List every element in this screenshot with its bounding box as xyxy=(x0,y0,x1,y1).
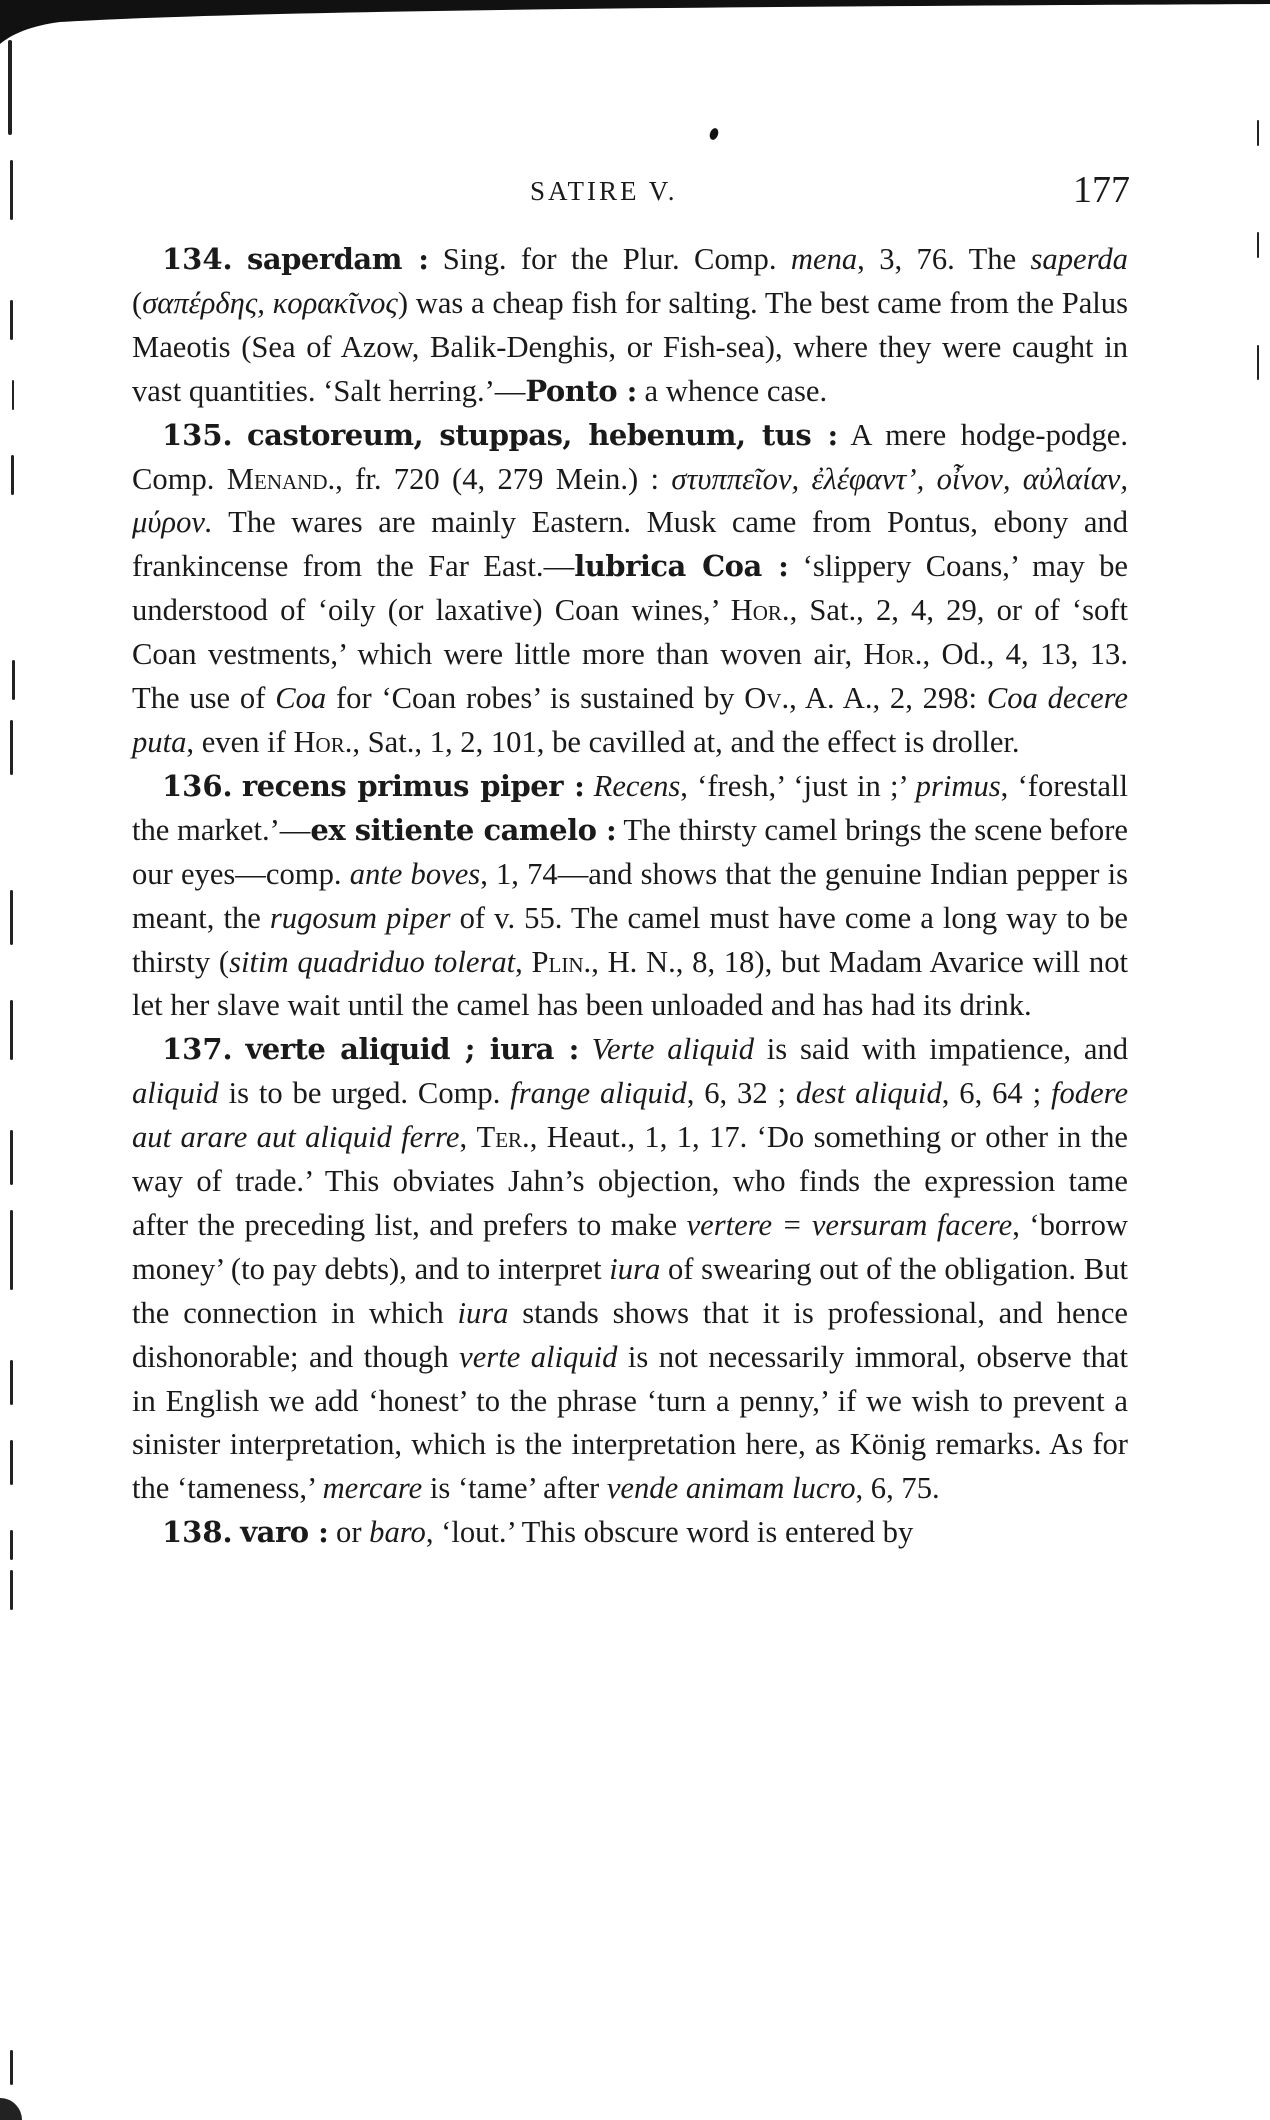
italic-term: primus xyxy=(915,768,1001,803)
binding-mark xyxy=(10,2050,13,2085)
note-138 xyxy=(132,1511,1128,1555)
greek-term: στυππεῖον, ἐλέφαντ’, οἶνον, αὐλαίαν, μύρον. xyxy=(132,461,1129,540)
lemma: saperdam : xyxy=(247,242,429,276)
note-text: The thirsty camel brings the scene before our eyes—comp. xyxy=(132,812,1128,891)
italic-term: dest aliquid xyxy=(795,1076,942,1111)
binding-mark xyxy=(10,1000,13,1060)
binding-mark xyxy=(10,1210,13,1290)
note-text: , ‘lout.’ This obscure word is entered by xyxy=(425,1515,914,1550)
note-text: , 6, 75. xyxy=(855,1471,940,1506)
note-136 xyxy=(132,765,1128,1028)
binding-mark xyxy=(12,380,14,410)
lemma: verte aliquid ; iura : xyxy=(245,1032,579,1067)
binding-mark xyxy=(0,2098,22,2120)
note-text: , Sat., 1, 2, 101, be cavilled at, and the effect is droller. xyxy=(352,724,1020,759)
binding-mark xyxy=(1257,345,1259,380)
italic-term: iura xyxy=(457,1295,509,1330)
note-text: stands shows that it is professional, and hence dishonorable; and though xyxy=(132,1295,1128,1374)
italic-term: frange aliquid xyxy=(510,1076,687,1111)
italic-term: vende animam lucro xyxy=(606,1471,856,1506)
page-number: 177 xyxy=(1073,169,1130,211)
note-text: or xyxy=(328,1515,370,1550)
binding-mark xyxy=(10,300,13,340)
binding-mark xyxy=(10,890,13,945)
note-text: , 3, 76. The xyxy=(857,242,1031,276)
lemma: varo : xyxy=(240,1515,329,1550)
binding-mark xyxy=(10,1360,13,1405)
note-text: Sing. for the Plur. Comp. xyxy=(428,242,791,276)
note-text: The wares are mainly Eastern. Musk came from Pontus, ebony and frankincense from the Far East.— xyxy=(132,505,1128,584)
note-text: , 6, 32 ; xyxy=(686,1076,796,1111)
note-135 xyxy=(132,414,1128,765)
note-text: , ‘fresh,’ ‘just in ;’ xyxy=(680,768,916,803)
italic-term: Recens xyxy=(593,768,681,803)
italic-term: aliquid xyxy=(132,1076,219,1111)
lemma: Ponto : xyxy=(525,373,637,408)
lemma: recens primus piper : xyxy=(241,768,585,803)
note-text: is not necessarily immoral, observe that in English we add ‘honest’ to the phrase ‘turn a penny,’ if we wish to prevent a sinister interpretation, which is the interpretation here, as König remarks. As for the ‘tameness,’ xyxy=(132,1339,1129,1506)
author-citation: Ter. xyxy=(476,1120,530,1155)
note-text: , 1, 74—and shows that the genuine Indian pepper is meant, the xyxy=(132,856,1129,935)
note-number: 134. xyxy=(162,242,233,276)
note-text: , xyxy=(459,1120,477,1155)
italic-term: mena xyxy=(790,242,858,276)
top-edge-shadow xyxy=(0,0,1270,44)
binding-mark xyxy=(10,1440,13,1485)
italic-term: iura xyxy=(609,1251,661,1286)
italic-term: mercare xyxy=(322,1471,423,1506)
greek-term: σαπέρδης, κορακῖνος xyxy=(142,285,398,320)
note-text: , xyxy=(515,944,532,979)
binding-mark xyxy=(10,720,13,775)
note-text: for ‘Coan robes’ is sustained by xyxy=(326,681,745,716)
note-134 xyxy=(132,238,1128,414)
note-text: , even if xyxy=(186,724,294,759)
note-text: , ‘borrow money’ (to pay debts), and to interpret xyxy=(132,1207,1128,1286)
note-text xyxy=(579,1032,592,1066)
italic-term: sitim quadriduo tolerat xyxy=(229,944,516,979)
running-head xyxy=(130,168,1130,216)
italic-term: vertere = versuram facere xyxy=(686,1207,1013,1242)
note-text: , ‘forestall the market.’— xyxy=(132,768,1128,847)
commentary-body xyxy=(132,238,1128,1555)
binding-mark xyxy=(1257,232,1259,258)
italic-term: verte aliquid xyxy=(459,1339,618,1374)
author-citation: Hor. xyxy=(730,593,790,628)
note-137 xyxy=(132,1028,1128,1511)
running-title: SATIRE V. xyxy=(530,176,678,206)
note-number: 138. xyxy=(162,1515,233,1550)
binding-mark xyxy=(11,455,14,495)
binding-mark xyxy=(10,1530,13,1560)
note-text: , Heaut., 1, 1, 17. ‘Do something or other in the way of trade.’ This obviates Jahn’s objection, who finds the expression tame after the preceding list, and prefers to make xyxy=(132,1120,1129,1242)
note-text xyxy=(584,769,593,803)
note-text: , Sat., 2, 4, 29, or of ‘soft Coan vestments,’ which were little more than woven air, xyxy=(132,593,1128,672)
note-text: a whence case. xyxy=(636,373,828,408)
italic-term: saperda xyxy=(1030,242,1128,276)
note-number: 136. xyxy=(162,768,233,803)
binding-mark xyxy=(12,660,15,700)
italic-term: Verte aliquid xyxy=(591,1032,754,1067)
author-citation: Hor. xyxy=(863,637,923,672)
binding-mark xyxy=(1257,120,1259,146)
note-text: of v. 55. The camel must have come a long way to be thirsty ( xyxy=(132,900,1128,979)
note-text: ) was a cheap fish for salting. The best came from the Palus Maeotis (Sea of Azow, Balik-Denghis, or Fish-sea), where they were caught in vast quantities. ‘Salt herring.’— xyxy=(132,285,1128,408)
italic-term: Coa xyxy=(275,681,327,716)
binding-mark xyxy=(10,1130,13,1185)
lemma: ex sitiente camelo : xyxy=(310,812,617,847)
note-text: , A. A., 2, 298: xyxy=(789,681,987,716)
lemma: lubrica Coa : xyxy=(574,549,789,584)
author-citation: Hor. xyxy=(293,724,353,759)
note-text: is to be urged. Comp. xyxy=(218,1076,511,1111)
note-text: , 6, 64 ; xyxy=(941,1076,1051,1111)
note-number: 135. xyxy=(162,417,233,452)
note-text: , fr. 720 (4, 279 Mein.) : xyxy=(335,461,672,496)
note-text: A mere hodge-podge. Comp. xyxy=(132,417,1128,496)
note-text: , Od., 4, 13, 13. The use of xyxy=(132,637,1128,716)
binding-mark xyxy=(8,40,12,135)
page-edge-curl xyxy=(0,0,1270,60)
note-text: is ‘tame’ after xyxy=(422,1471,607,1506)
italic-term: Coa decere puta xyxy=(132,681,1128,759)
binding-mark xyxy=(10,160,13,220)
note-number: 137. xyxy=(162,1032,233,1067)
italic-term: rugosum piper xyxy=(269,900,451,935)
lemma: castoreum, stuppas, hebenum, tus : xyxy=(247,417,838,452)
author-citation: Menand. xyxy=(226,461,336,496)
note-text: ‘slippery Coans,’ may be understood of ‘oily (or laxative) Coan wines,’ xyxy=(132,549,1129,628)
binding-mark xyxy=(10,1570,13,1610)
note-text: , H. N., 8, 18), but Madam Avarice will not let her slave wait until the camel has been unloaded and has had its drink. xyxy=(132,944,1129,1023)
italic-term: fodere aut arare aut aliquid ferre xyxy=(132,1076,1129,1155)
note-text: ( xyxy=(132,285,143,320)
author-citation: Plin. xyxy=(531,944,592,979)
italic-term: ante boves xyxy=(349,856,481,891)
note-text: of swearing out of the obligation. But the connection in which xyxy=(132,1251,1128,1330)
author-citation: Ov. xyxy=(744,681,790,716)
note-text: is said with impatience, and xyxy=(754,1032,1129,1067)
ink-speck xyxy=(708,127,720,141)
italic-term: baro xyxy=(369,1515,426,1550)
